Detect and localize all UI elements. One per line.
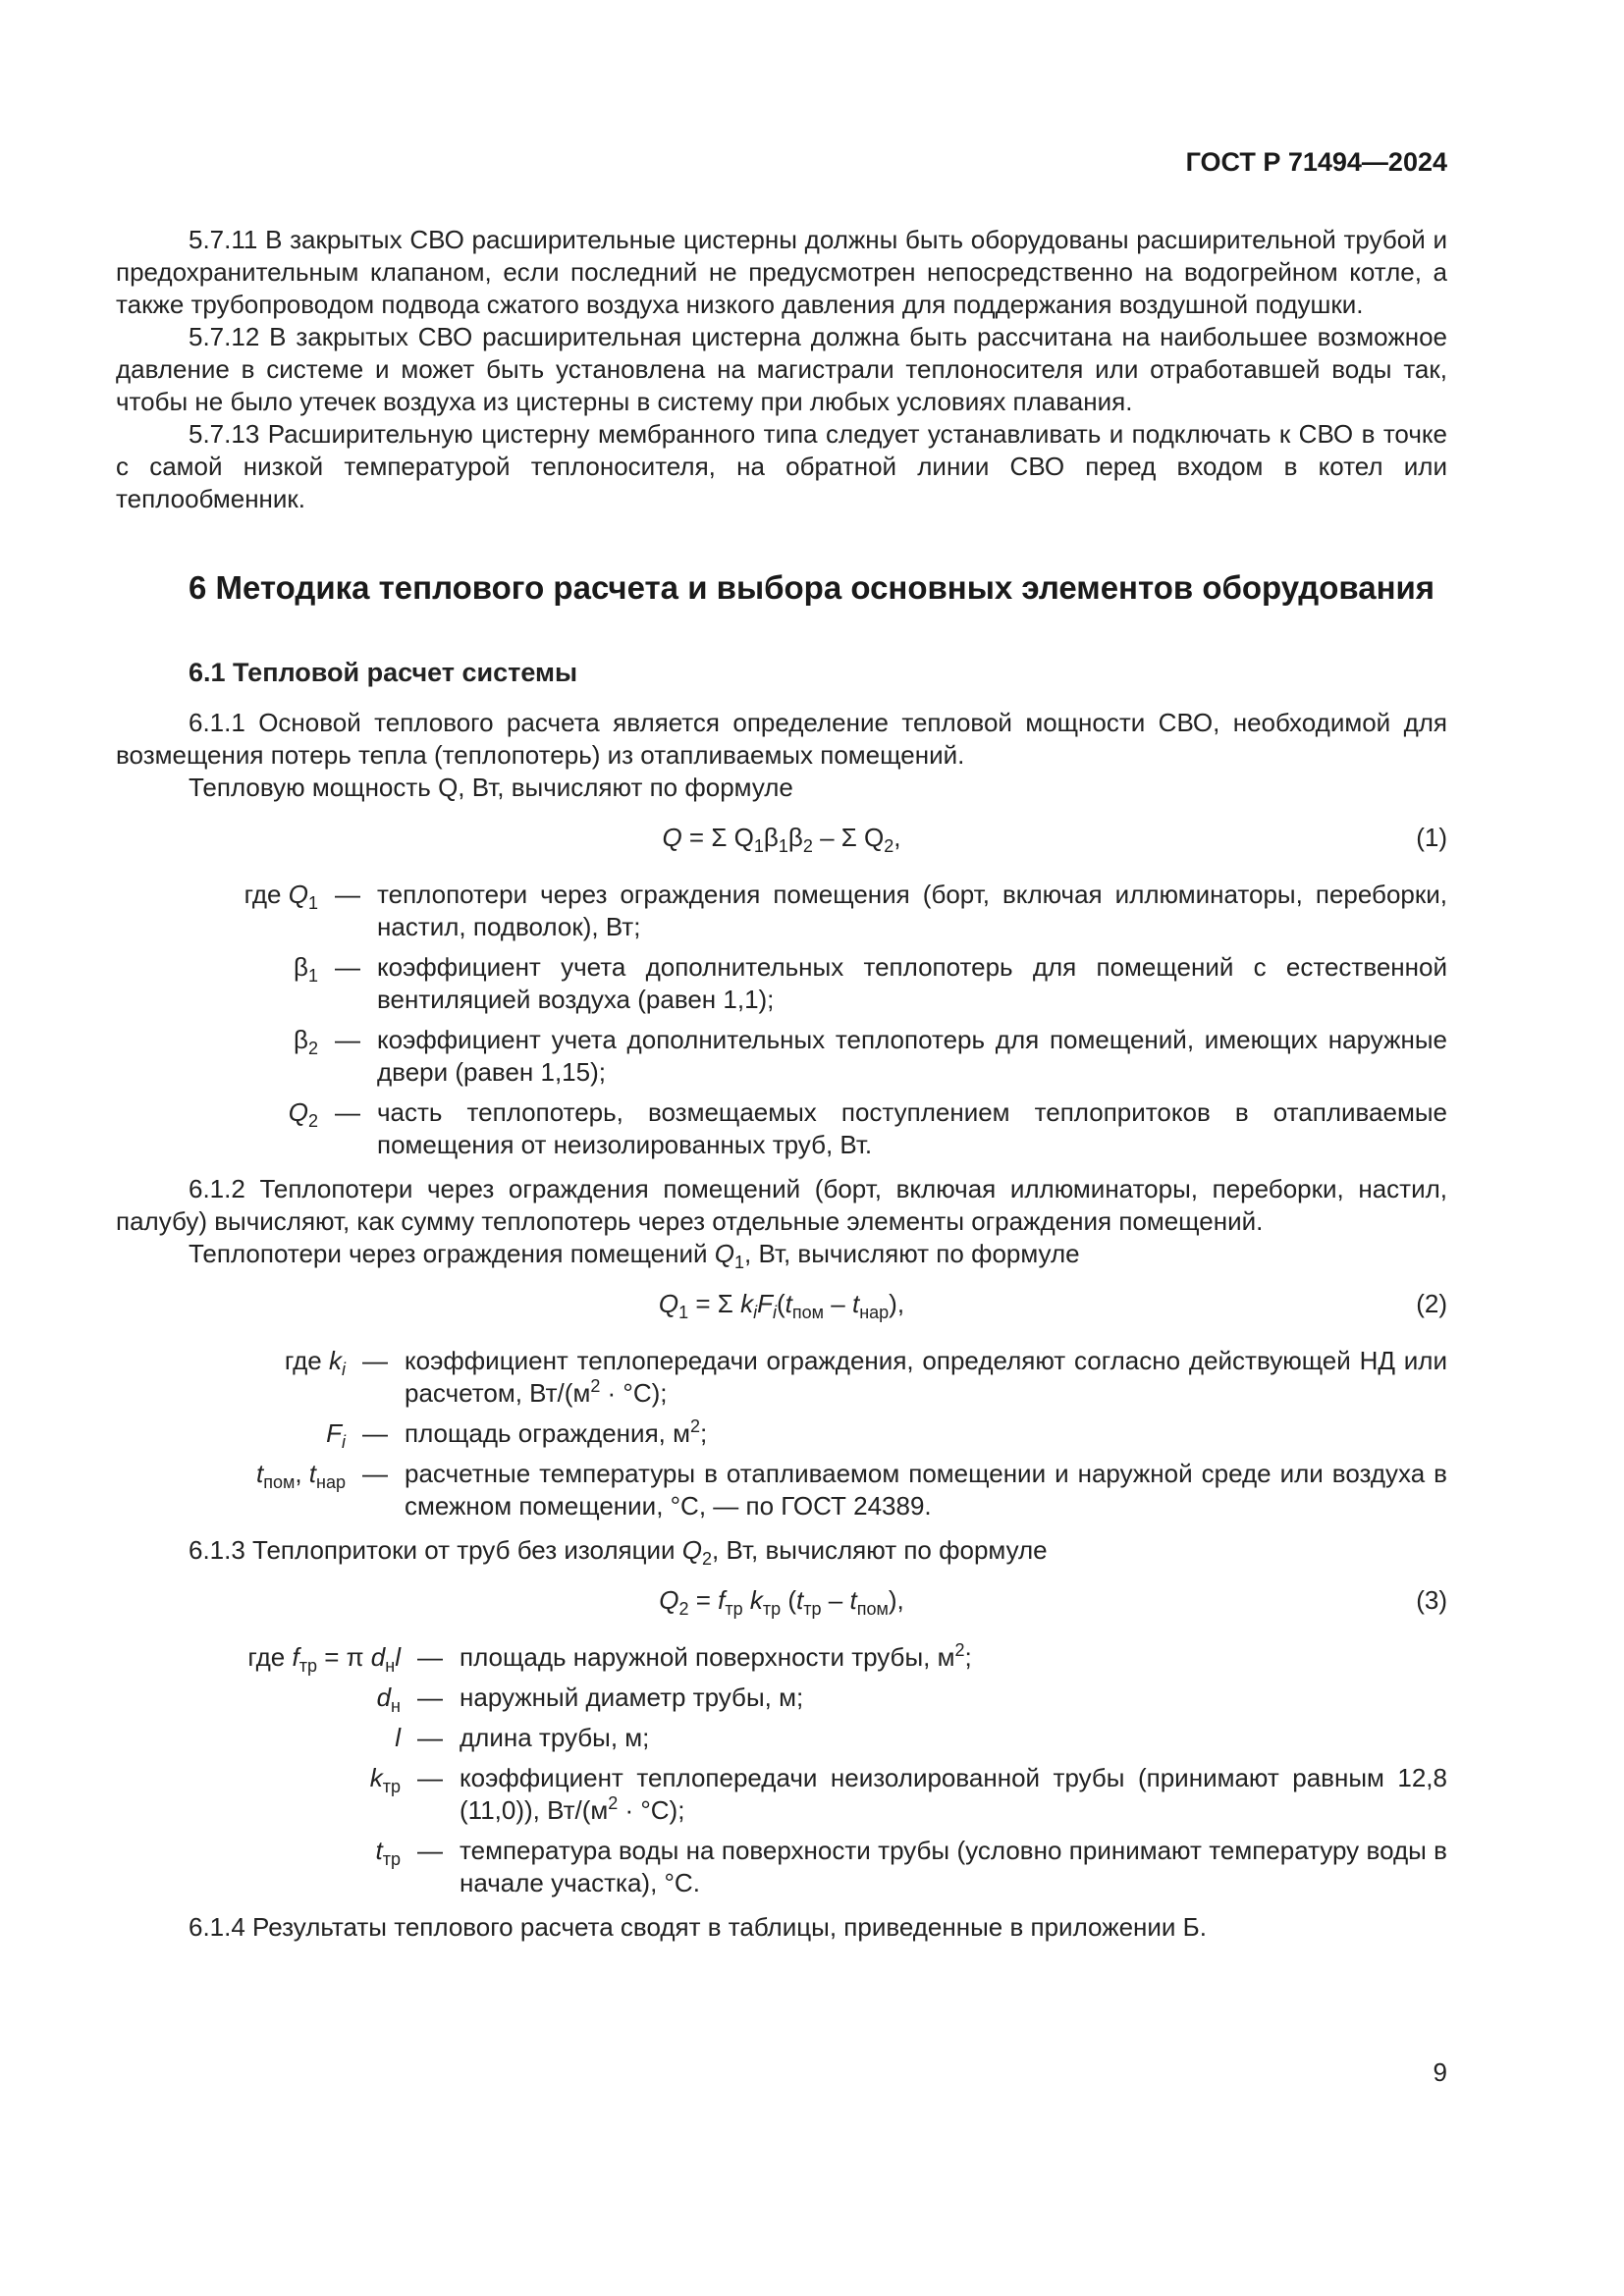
- formula-2-intro: Теплопотери через ограждения помещений $Q_1$, Вт, вычисляют по формуле: [189, 1239, 1080, 1272]
- formula-2-expression: $Q_1 = \Sigma$ $k_iF_i(t_{пом} - t_{нар})$,: [658, 1289, 905, 1322]
- formula-2: [116, 1284, 1447, 1325]
- def-symbol-ttr: $t_{тр}$: [375, 1836, 401, 1869]
- def-text-ttr: температура воды на поверхности трубы (условно принимают температуру воды в начале участка), °С.: [460, 1836, 1447, 1897]
- def-symbol-q1: где $Q_1$: [244, 880, 318, 913]
- def-text-ktr: коэффициент теплопередачи неизолированной трубы (принимают равным 12,8 (11,0)), $Вт/(м^2 \cdot ^\circ С)$;: [460, 1763, 1447, 1825]
- paragraph-6-1-1: 6.1.1 Основой теплового расчета является определение тепловой мощности СВО, необходимой для возмещения потерь тепла (теплопотерь) из отапливаемых помещений.: [116, 708, 1447, 770]
- def-symbol-ftr: где $f_{тр} = \pi$ $d_нl$: [247, 1642, 401, 1676]
- formula-3-definitions: где $f_{тр} = \pi$ $d_нl$ — площадь наружной поверхности трубы, $м^2$; $d_н$ — наружный диаметр трубы, м; l — длина трубы, м; $k_{тр}$ — коэффициент теплопередачи неизолированной трубы (принимают равным 12,8 (11,0)), $Вт/(м^2 \cdot ^\circ С)$; $t_{тр}$ — температура воды на поверхности трубы (условно принимают температуру воды в начале участка), °С.: [116, 1641, 1447, 1899]
- def-symbol-l: l: [395, 1723, 401, 1752]
- def-text-beta1: коэффициент учета дополнительных теплопотерь для помещений с естественной вентиляцией воздуха (равен 1,1);: [377, 952, 1447, 1014]
- def-symbol-t-pom-nar: $t_{пом}$, $t_{нар}$: [255, 1459, 346, 1492]
- def-text-q2: часть теплопотерь, возмещаемых поступлением теплопритоков в отапливаемые помещения от неизолированных труб, Вт.: [377, 1097, 1447, 1159]
- def-symbol-beta1: $\beta_1$: [294, 952, 318, 986]
- paragraph-5-7-11: 5.7.11 В закрытых СВО расширительные цистерны должны быть оборудованы расширительной трубой и предохранительным клапаном, если последний не предусмотрен непосредственно на водогрейном котле, а также трубопроводом подвода сжатого воздуха низкого давления для поддержания воздушной подушки.: [116, 225, 1447, 319]
- formula-1-definitions: где $Q_1$ — теплопотери через ограждения помещения (борт, включая иллюминаторы, переборки, настил, подволок), Вт; $\beta_1$ — коэффициент учета дополнительных теплопотерь для помещений с естественной вентиляцией воздуха (равен 1,1); $\beta_2$ — коэффициент учета дополнительных теплопотерь для помещений, имеющих наружные двери (равен 1,15); $Q_2$ — часть теплопотерь, возмещаемых поступлением теплопритоков в отапливаемые помещения от неизолированных труб, Вт.: [116, 879, 1447, 1161]
- formula-2-number: (2): [1416, 1289, 1447, 1318]
- def-text-dn: наружный диаметр трубы, м;: [460, 1682, 804, 1712]
- def-symbol-q2: $Q_2$: [288, 1097, 318, 1131]
- formula-3-expression: $Q_2 = f_{тр}$ $k_{тр}$ $(t_{тр} - t_{пом})$,: [659, 1585, 904, 1619]
- paragraph-6-1-4: 6.1.4 Результаты теплового расчета сводят в таблицы, приведенные в приложении Б.: [189, 1912, 1207, 1942]
- def-text-beta2: коэффициент учета дополнительных теплопотерь для помещений, имеющих наружные двери (равен 1,15);: [377, 1025, 1447, 1087]
- formula-3-number: (3): [1416, 1585, 1447, 1615]
- formula-2-definitions: где $k_i$ — коэффициент теплопередачи ограждения, определяют согласно действующей НД или расчетом, $Вт/(м^2 \cdot ^\circ С)$; $F_i$ — площадь ограждения, $м^2$; $t_{пом}$, $t_{нар}$ — расчетные температуры в отапливаемом помещении и наружной среде или воздуха в смежном помещении, °С, — по ГОСТ 24389.: [116, 1345, 1447, 1522]
- formula-3-intro: 6.1.3 Теплопритоки от труб без изоляции $Q_2$, Вт, вычисляют по формуле: [189, 1535, 1048, 1569]
- formula-1-expression: Q = Σ $Q_1\beta_1\beta_2$ – Σ $Q_2$,: [662, 823, 901, 856]
- paragraph-6-1-2: 6.1.2 Теплопотери через ограждения помещений (борт, включая иллюминаторы, переборки, настил, палубу) вычисляют, как сумму теплопотерь через отдельные элементы ограждения помещений.: [116, 1174, 1447, 1236]
- def-symbol-ki: где $k_i$: [284, 1346, 346, 1379]
- def-symbol-dn: $d_н$: [376, 1682, 401, 1716]
- def-text-q1: теплопотери через ограждения помещения (борт, включая иллюминаторы, переборки, настил, подволок), Вт;: [377, 880, 1447, 941]
- formula-3: [116, 1580, 1447, 1622]
- page-content: [116, 224, 1447, 1944]
- def-symbol-fi: $F_i$: [326, 1418, 346, 1452]
- formula-1-number: (1): [1416, 823, 1447, 852]
- doc-header-code: ГОСТ Р 71494—2024: [1185, 147, 1447, 177]
- def-symbol-beta2: $\beta_2$: [294, 1025, 318, 1058]
- formula-1: [116, 818, 1447, 859]
- page-number: 9: [1433, 2057, 1447, 2087]
- formula-1-intro: Тепловую мощность Q, Вт, вычисляют по формуле: [189, 773, 793, 802]
- def-text-ki: коэффициент теплопередачи ограждения, определяют согласно действующей НД или расчетом, $Вт/(м^2 \cdot ^\circ С)$;: [405, 1346, 1447, 1408]
- def-text-t-pom-nar: расчетные температуры в отапливаемом помещении и наружной среде или воздуха в смежном помещении, °С, — по ГОСТ 24389.: [405, 1459, 1447, 1521]
- def-text-ftr: площадь наружной поверхности трубы, $м^2$;: [460, 1640, 972, 1672]
- def-symbol-ktr: $k_{тр}$: [369, 1763, 401, 1796]
- def-text-fi: площадь ограждения, $м^2$;: [405, 1416, 708, 1448]
- def-text-l: длина трубы, м;: [460, 1723, 650, 1752]
- paragraph-5-7-12: 5.7.12 В закрытых СВО расширительная цистерна должна быть рассчитана на наибольшее возможное давление в системе и может быть установлена на магистрали теплоносителя или отработавшей воды так, чтобы не было утечек воздуха из цистерны в систему при любых условиях плавания.: [116, 322, 1447, 416]
- section-6-heading: 6 Методика теплового расчета и выбора основных элементов оборудования: [189, 569, 1435, 606]
- paragraph-5-7-13: 5.7.13 Расширительную цистерну мембранного типа следует устанавливать и подключать к СВО в точке с самой низкой температурой теплоносителя, на обратной линии СВО перед входом в котел или теплообменник.: [116, 419, 1447, 513]
- subsection-6-1-heading: 6.1 Тепловой расчет системы: [189, 658, 578, 687]
